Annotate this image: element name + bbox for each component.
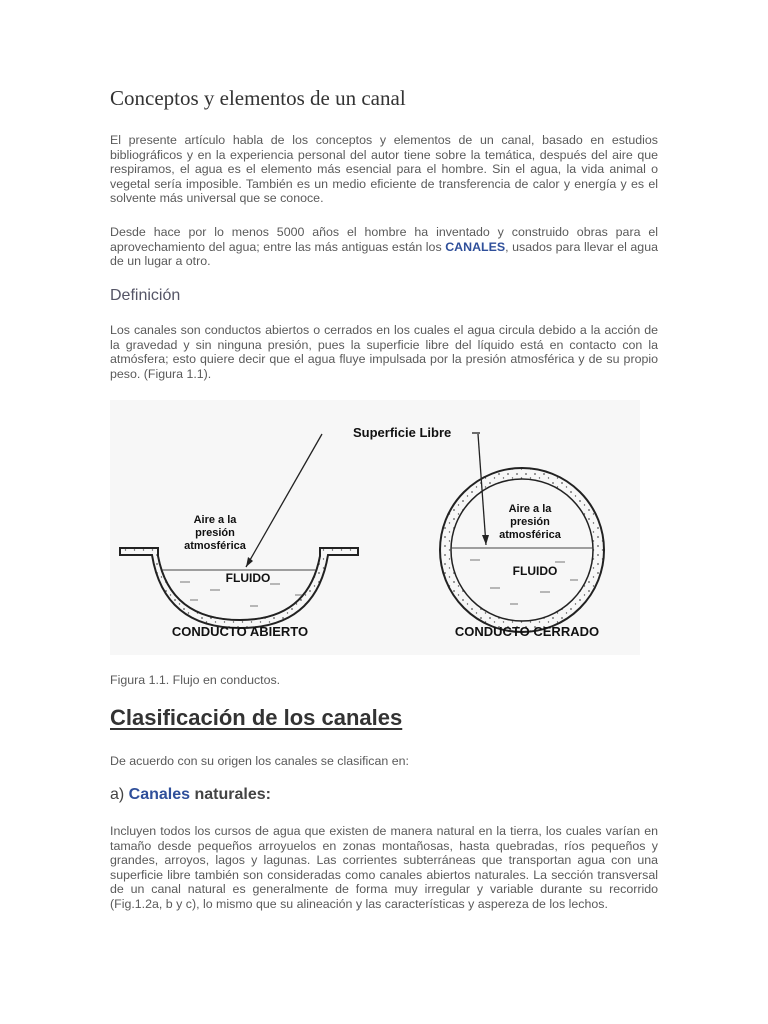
canales-naturales-paragraph xyxy=(110,824,658,912)
label-aire-open-1: Aire a la xyxy=(193,514,237,526)
article-title: Conceptos y elementos de un canal xyxy=(110,86,406,110)
canales-naturales-link[interactable]: Canales xyxy=(128,786,191,803)
subheading-prefix: a) xyxy=(110,786,129,803)
definicion-heading: Definición xyxy=(110,287,181,304)
label-superficie-libre: Superficie Libre xyxy=(353,425,452,440)
clasificacion-heading: Clasificación de los canales xyxy=(110,705,403,730)
label-conducto-abierto: CONDUCTO ABIERTO xyxy=(171,624,309,639)
intro-text-2a: Desde hace por lo menos 5000 años el hombre ha inventado y construido obras para el aprovechamiento del agua; entre las más antiguas están los xyxy=(110,225,658,254)
label-fluido-closed: FLUIDO xyxy=(512,564,558,578)
label-aire-open-2: presión xyxy=(195,527,235,539)
label-aire-closed-1: Aire a la xyxy=(508,503,552,515)
subheading-rest: naturales: xyxy=(190,786,271,803)
figure-flujo-conductos xyxy=(110,400,640,655)
intro-text-1: El presente artículo habla de los conceptos y elementos de un canal, basado en estudios bibliográficos y en la experiencia personal del autor tiene sobre la temática, después del aire que respiramos, el agua es el elemento más esencial para el hombre. Sin el agua, la vida animal o vegetal sería imposible. También es un medio eficiente de transferencia de calor y energía y es el solvente más universal que se conoce. xyxy=(110,133,658,206)
label-fluido-open: FLUIDO xyxy=(225,571,271,585)
clasificacion-intro-text: De acuerdo con su origen los canales se clasifican en: xyxy=(110,754,409,768)
clasificacion-intro xyxy=(110,754,658,769)
label-conducto-cerrado: CONDUCTO CERRADO xyxy=(454,624,600,639)
label-aire-closed-2: presión xyxy=(510,516,550,528)
definicion-paragraph xyxy=(110,323,658,381)
canales-link[interactable]: CANALES xyxy=(445,239,506,254)
subheading-canales-naturales xyxy=(110,786,271,804)
figure-caption: Figura 1.1. Flujo en conductos. xyxy=(110,673,281,687)
definicion-text: Los canales son conductos abiertos o cerrados en los cuales el agua circula debido a la acción de la gravedad y sin ninguna presión, pues la superficie libre del líquido está en contacto con la atmósfera; esto quiere decir que el agua fluye impulsada por la presión atmosférica y de su propio peso. (Figura 1.1). xyxy=(110,323,658,381)
intro-paragraph-1 xyxy=(110,133,658,206)
label-aire-closed-3: atmosférica xyxy=(499,529,561,541)
label-aire-open-3: atmosférica xyxy=(184,540,246,552)
figure-diagram xyxy=(110,400,640,655)
canales-naturales-text: Incluyen todos los cursos de agua que existen de manera natural en la tierra, los cuales varían en tamaño desde pequeños arroyuelos en zonas montañosas, hasta quebradas, ríos pequeños y grandes, arroyos, lagos y lagunas. Las corrientes subterráneas que transportan agua con una superficie libre también son consideradas como canales abiertos naturales. La sección transversal de un canal natural es generalmente de forma muy irregular y variable durante su recorrido (Fig.1.2a, b y c), lo mismo que su alineación y las características y aspereza de los lechos. xyxy=(110,824,658,911)
intro-text-2b: , usados para llevar el agua de un lugar a otro. xyxy=(110,239,658,269)
open-conduit-drawing xyxy=(120,434,358,628)
intro-paragraph-2 xyxy=(110,225,658,269)
